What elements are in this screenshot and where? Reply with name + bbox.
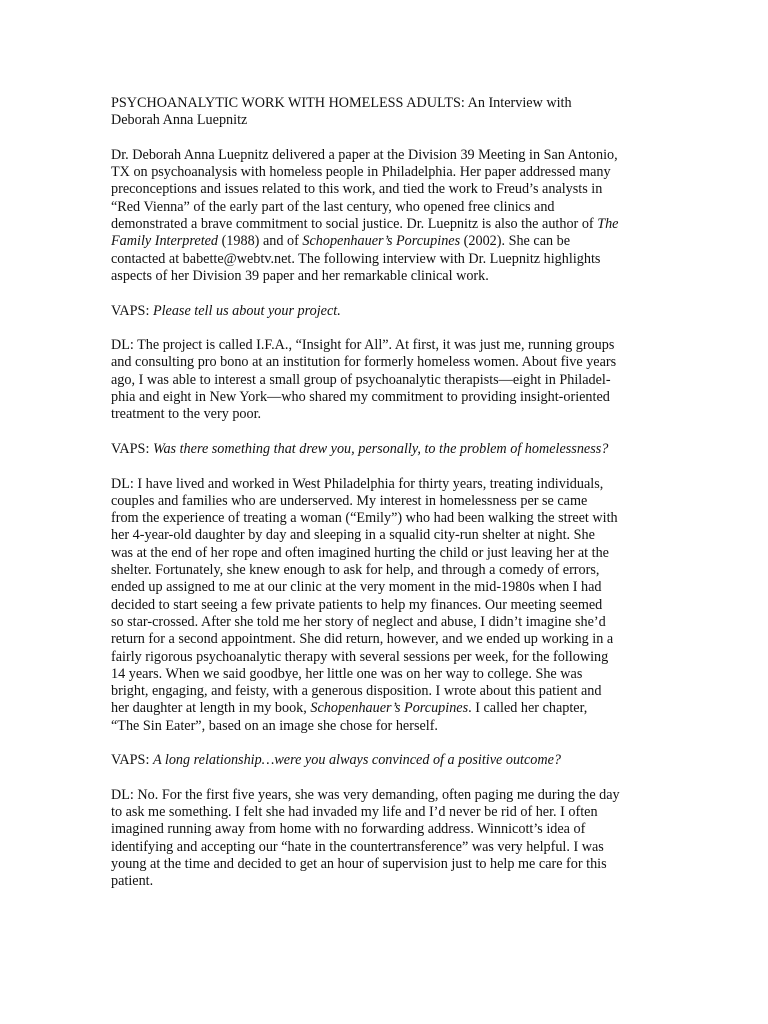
intro-line: Dr. Deborah Anna Luepnitz delivered a paper at the Division 39 Meeting in San Antonio, bbox=[111, 146, 618, 163]
intro-line: “Red Vienna” of the early part of the last century, who opened free clinics and bbox=[111, 198, 555, 215]
intro-line bbox=[111, 216, 671, 233]
answer-line: was at the end of her rope and often imagined hurting the child or just leaving her at the bbox=[111, 544, 609, 561]
answer-line: ended up assigned to me at our clinic at the very moment in the mid-1980s when I had bbox=[111, 579, 602, 596]
book-title: Schopenhauer’s Porcupines bbox=[302, 233, 461, 250]
answer-line: from the experience of treating a woman (“Emily”) who had been walking the street with bbox=[111, 510, 618, 527]
answer-text: her daughter at length in my book, bbox=[111, 700, 311, 717]
answer-line: return for a second appointment. She did return, however, and we ended up working in a bbox=[111, 631, 614, 648]
answer-paragraph bbox=[111, 787, 671, 891]
document-body bbox=[111, 95, 671, 908]
answer-line: identifying and accepting our “hate in the countertransference” was very helpful. I was bbox=[111, 838, 604, 855]
intro-line: contacted at babette@webtv.net. The following interview with Dr. Luepnitz highlights bbox=[111, 250, 601, 267]
answer-line: fairly rigorous psychoanalytic therapy with several sessions per week, for the following bbox=[111, 648, 609, 665]
answer-line: and consulting pro bono at an institution for formerly homeless women. About five years bbox=[111, 354, 617, 371]
answer-line: her 4-year-old daughter by day and sleeping in a squalid city-run shelter at night. She bbox=[111, 527, 595, 544]
title-line: PSYCHOANALYTIC WORK WITH HOMELESS ADULTS: An Interview with bbox=[111, 95, 572, 111]
speaker-label: VAPS: bbox=[111, 440, 153, 457]
answer-line: to ask me something. I felt she had invaded my life and I’d never be rid of her. I often bbox=[111, 804, 598, 821]
intro-text: demonstrated a brave commitment to social justice. Dr. Luepnitz is also the author of bbox=[111, 216, 598, 233]
title-line: Deborah Anna Luepnitz bbox=[111, 112, 248, 129]
answer-line: 14 years. When we said goodbye, her little one was on her way to college. She was bbox=[111, 665, 583, 682]
answer-line: DL: The project is called I.F.A., “Insight for All”. At first, it was just me, running groups bbox=[111, 337, 615, 354]
intro-line: aspects of her Division 39 paper and her remarkable clinical work. bbox=[111, 267, 489, 284]
answer-line: shelter. Fortunately, she knew enough to ask for help, and through a comedy of errors, bbox=[111, 562, 600, 579]
answer-line: young at the time and decided to get an hour of supervision just to help me care for this bbox=[111, 856, 607, 873]
question-paragraph bbox=[111, 441, 671, 458]
answer-line: treatment to the very poor. bbox=[111, 406, 262, 423]
question-text: Please tell us about your project. bbox=[152, 302, 341, 319]
answer-line: DL: No. For the first five years, she was very demanding, often paging me during the day bbox=[111, 786, 620, 803]
book-title: Schopenhauer’s Porcupines bbox=[310, 700, 469, 717]
answer-line: DL: I have lived and worked in West Philadelphia for thirty years, treating individuals, bbox=[111, 475, 604, 492]
intro-line: TX on psychoanalysis with homeless people in Philadelphia. Her paper addressed many bbox=[111, 164, 611, 181]
intro-text: (2002). She can be bbox=[460, 233, 571, 250]
document-title bbox=[111, 95, 671, 130]
answer-line: “The Sin Eater”, based on an image she chose for herself. bbox=[111, 717, 438, 734]
answer-text: . I called her chapter, bbox=[468, 700, 588, 717]
answer-line: patient. bbox=[111, 873, 154, 890]
question-text: Was there something that drew you, personally, to the problem of homelessness? bbox=[152, 440, 609, 457]
answer-line: so star-crossed. After she told me her story of neglect and abuse, I didn’t imagine she’d bbox=[111, 613, 606, 630]
question-line bbox=[111, 441, 671, 458]
book-title: Family Interpreted bbox=[111, 233, 219, 250]
question-line bbox=[111, 303, 671, 320]
answer-line bbox=[111, 700, 671, 717]
answer-paragraph bbox=[111, 337, 671, 423]
intro-paragraph bbox=[111, 147, 671, 285]
answer-paragraph bbox=[111, 476, 671, 735]
book-title: The bbox=[597, 216, 619, 233]
answer-line: bright, engaging, and feisty, with a generous disposition. I wrote about this patient and bbox=[111, 683, 602, 700]
intro-line: preconceptions and issues related to this work, and tied the work to Freud’s analysts in bbox=[111, 181, 603, 198]
answer-line: couples and families who are underserved. My interest in homelessness per se came bbox=[111, 492, 588, 509]
question-paragraph bbox=[111, 303, 671, 320]
question-paragraph bbox=[111, 752, 671, 769]
question-text: A long relationship…were you always convinced of a positive outcome? bbox=[152, 752, 562, 769]
intro-line bbox=[111, 233, 671, 250]
answer-line: ago, I was able to interest a small group of psychoanalytic therapists—eight in Philadel- bbox=[111, 371, 611, 388]
answer-line: decided to start seeing a few private patients to help my finances. Our meeting seemed bbox=[111, 596, 603, 613]
answer-line: phia and eight in New York—who shared my commitment to providing insight-oriented bbox=[111, 389, 610, 406]
question-line bbox=[111, 752, 671, 769]
speaker-label: VAPS: bbox=[111, 752, 153, 769]
intro-text: (1988) and of bbox=[218, 233, 303, 250]
speaker-label: VAPS: bbox=[111, 302, 153, 319]
answer-line: imagined running away from home with no forwarding address. Winnicott’s idea of bbox=[111, 821, 586, 838]
